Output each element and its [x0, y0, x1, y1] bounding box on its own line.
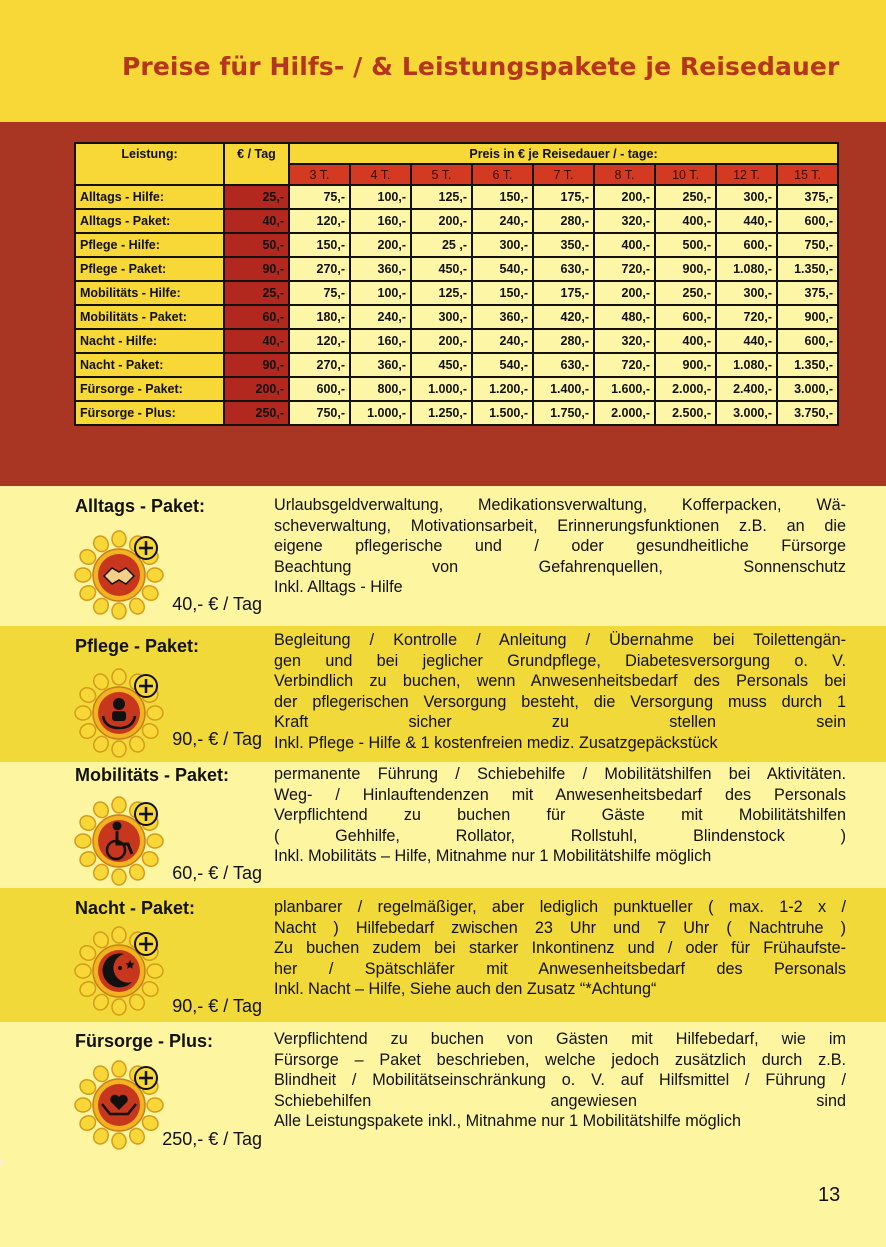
price-cell: 3.750,- — [777, 401, 838, 425]
price-cell: 400,- — [655, 329, 716, 353]
price-cell: 100,- — [350, 281, 411, 305]
price-cell: 400,- — [655, 209, 716, 233]
row-label: Mobilitäts - Hilfe: — [75, 281, 224, 305]
price-cell: 450,- — [411, 257, 472, 281]
description-line: Alle Leistungspakete inkl., Mitnahme nur 1 Mobilitätshilfe möglich — [274, 1112, 741, 1130]
description-line: Nacht ) Hilfebedarf zwischen 23 Uhr und 7 Uhr ( Nachtruhe ) — [274, 918, 846, 937]
description-line: Beachtung von Gefahrenquellen, Sonnenschutz — [274, 557, 846, 576]
price-cell: 720,- — [716, 305, 777, 329]
package-nacht — [0, 888, 886, 1022]
price-cell: 360,- — [350, 353, 411, 377]
price-cell: 280,- — [533, 209, 594, 233]
price-cell: 600,- — [655, 305, 716, 329]
price-cell: 720,- — [594, 353, 655, 377]
price-cell: 2.400,- — [716, 377, 777, 401]
handshake-icon — [72, 528, 166, 622]
price-cell: 750,- — [289, 401, 350, 425]
day-header: 4 T. — [350, 164, 411, 185]
price-cell: 320,- — [594, 329, 655, 353]
header-leistung: Leistung: — [75, 143, 224, 185]
price-cell: 600,- — [777, 209, 838, 233]
table-row — [75, 209, 838, 233]
price-cell: 1.500,- — [472, 401, 533, 425]
description-line: Fürsorge – Paket beschrieben, welche jedoch zusätzlich durch z.B. — [274, 1050, 846, 1069]
price-cell: 450,- — [411, 353, 472, 377]
header-preis: Preis in € je Reisedauer / - tage: — [289, 143, 838, 164]
row-per-day: 60,- — [224, 305, 289, 329]
package-description — [274, 495, 846, 598]
row-per-day: 40,- — [224, 329, 289, 353]
price-cell: 540,- — [472, 257, 533, 281]
description-line: her / Spätschläfer mit Anwesenheitsbedarf des Personals — [274, 959, 846, 978]
price-cell: 1.750,- — [533, 401, 594, 425]
package-price: 90,- € / Tag — [172, 729, 262, 749]
row-label: Alltags - Paket: — [75, 209, 224, 233]
price-cell: 200,- — [411, 209, 472, 233]
description-line: Urlaubsgeldverwaltung, Medikationsverwaltung, Kofferpacken, Wä- — [274, 496, 846, 514]
day-header: 7 T. — [533, 164, 594, 185]
price-cell: 480,- — [594, 305, 655, 329]
day-header: 12 T. — [716, 164, 777, 185]
row-label: Alltags - Hilfe: — [75, 185, 224, 209]
package-description — [274, 630, 846, 753]
day-header: 5 T. — [411, 164, 472, 185]
description-line: scheverwaltung, Motivationsarbeit, Erinnerungsfunktionen z.B. an die — [274, 516, 846, 535]
table-row — [75, 257, 838, 281]
package-price: 250,- € / Tag — [162, 1129, 262, 1149]
page-number: 13 — [818, 1184, 841, 1206]
table-row — [75, 185, 838, 209]
table-row — [75, 353, 838, 377]
row-label: Nacht - Hilfe: — [75, 329, 224, 353]
price-cell: 240,- — [350, 305, 411, 329]
price-cell: 400,- — [594, 233, 655, 257]
price-cell: 160,- — [350, 209, 411, 233]
row-label: Pflege - Hilfe: — [75, 233, 224, 257]
table-row — [75, 281, 838, 305]
package-description — [274, 1029, 846, 1132]
day-header: 15 T. — [777, 164, 838, 185]
price-cell: 1.000,- — [350, 401, 411, 425]
description-line: eigene pflegerische und / oder gesundheitliche Fürsorge — [274, 537, 846, 555]
price-cell: 1.250,- — [411, 401, 472, 425]
price-cell: 600,- — [289, 377, 350, 401]
page-title: Preise für Hilfs- / & Leistungspakete je Reisedauer — [122, 52, 840, 81]
price-cell: 540,- — [472, 353, 533, 377]
package-price: 60,- € / Tag — [172, 863, 262, 883]
price-cell: 175,- — [533, 281, 594, 305]
package-alltags — [0, 486, 886, 626]
price-cell: 900,- — [655, 353, 716, 377]
price-cell: 350,- — [533, 233, 594, 257]
price-cell: 25 ,- — [411, 233, 472, 257]
package-name: Fürsorge - Plus: — [75, 1031, 214, 1051]
price-cell: 1.000,- — [411, 377, 472, 401]
description-line: planbarer / regelmäßiger, aber lediglich punktueller ( max. 1-2 x / — [274, 898, 846, 916]
price-cell: 360,- — [472, 305, 533, 329]
description-line: ( Gehhilfe, Rollator, Rollstuhl, Blindenstock ) — [274, 826, 846, 845]
row-per-day: 90,- — [224, 257, 289, 281]
package-pflege — [0, 626, 886, 762]
price-cell: 500,- — [655, 233, 716, 257]
day-header: 6 T. — [472, 164, 533, 185]
price-cell: 630,- — [533, 353, 594, 377]
package-fuersorge-plus — [0, 1022, 886, 1160]
table-row — [75, 401, 838, 425]
description-line: Weg- / Hinlauftendenzen mit Anwesenheitsbedarf des Personals — [274, 785, 846, 804]
price-cell: 300,- — [411, 305, 472, 329]
price-cell: 375,- — [777, 281, 838, 305]
day-header: 3 T. — [289, 164, 350, 185]
price-cell: 1.080,- — [716, 353, 777, 377]
price-cell: 3.000,- — [777, 377, 838, 401]
description-line: Inkl. Pflege - Hilfe & 1 kostenfreien mediz. Zusatzgepäckstück — [274, 733, 718, 752]
price-cell: 160,- — [350, 329, 411, 353]
price-cell: 750,- — [777, 233, 838, 257]
price-cell: 75,- — [289, 185, 350, 209]
price-cell: 320,- — [594, 209, 655, 233]
row-label: Mobilitäts - Paket: — [75, 305, 224, 329]
price-cell: 240,- — [472, 329, 533, 353]
price-cell: 1.200,- — [472, 377, 533, 401]
table-row — [75, 377, 838, 401]
price-cell: 250,- — [655, 281, 716, 305]
price-cell: 120,- — [289, 209, 350, 233]
package-name: Pflege - Paket: — [75, 636, 200, 656]
table-row — [75, 329, 838, 353]
moon-stars-icon — [72, 924, 166, 1018]
price-cell: 120,- — [289, 329, 350, 353]
description-line: Verpflichtend zu buchen für Gäste mit Mobilitätshilfen — [274, 806, 846, 824]
price-cell: 150,- — [472, 281, 533, 305]
care-hands-icon — [72, 666, 166, 760]
price-cell: 2.500,- — [655, 401, 716, 425]
description-line: gen und bei jeglicher Grundpflege, Diabetesversorgung o. V. — [274, 651, 846, 670]
price-cell: 150,- — [472, 185, 533, 209]
day-header: 8 T. — [594, 164, 655, 185]
row-per-day: 25,- — [224, 281, 289, 305]
price-cell: 1.400,- — [533, 377, 594, 401]
table-row — [75, 305, 838, 329]
row-label: Pflege - Paket: — [75, 257, 224, 281]
price-cell: 440,- — [716, 329, 777, 353]
description-line: Inkl. Alltags - Hilfe — [274, 578, 403, 596]
heart-hands-icon — [72, 1058, 166, 1152]
row-per-day: 250,- — [224, 401, 289, 425]
description-line: Kraft sicher zu stellen sein — [274, 713, 846, 731]
price-cell: 270,- — [289, 353, 350, 377]
package-price: 40,- € / Tag — [172, 594, 262, 614]
description-line: der pflegerischen Versorgung besteht, die Versorgung muss durch 1 — [274, 692, 846, 711]
price-cell: 720,- — [594, 257, 655, 281]
row-per-day: 40,- — [224, 209, 289, 233]
price-table — [74, 142, 839, 426]
price-cell: 3.000,- — [716, 401, 777, 425]
description-line: Verbindlich zu buchen, wenn Anwesenheitsbedarf des Personals bei — [274, 672, 846, 690]
description-line: permanente Führung / Schiebehilfe / Mobilitätshilfen bei Aktivitäten. — [274, 765, 846, 783]
price-cell: 900,- — [655, 257, 716, 281]
package-name: Alltags - Paket: — [75, 496, 206, 516]
price-cell: 2.000,- — [655, 377, 716, 401]
description-line: Inkl. Mobilitäts – Hilfe, Mitnahme nur 1 Mobilitätshilfe möglich — [274, 847, 712, 865]
price-cell: 100,- — [350, 185, 411, 209]
price-cell: 440,- — [716, 209, 777, 233]
price-cell: 75,- — [289, 281, 350, 305]
header-eur-per-day: € / Tag — [224, 143, 289, 185]
price-cell: 200,- — [594, 185, 655, 209]
row-per-day: 90,- — [224, 353, 289, 377]
description-line: Schiebehilfen angewiesen sind — [274, 1091, 846, 1110]
price-cell: 180,- — [289, 305, 350, 329]
price-cell: 270,- — [289, 257, 350, 281]
package-name: Nacht - Paket: — [75, 898, 196, 918]
row-per-day: 50,- — [224, 233, 289, 257]
price-cell: 200,- — [411, 329, 472, 353]
description-line: Zu buchen zudem bei starker Inkontinenz und / oder für Frühaufste- — [274, 939, 846, 957]
wheelchair-icon — [72, 794, 166, 888]
row-per-day: 25,- — [224, 185, 289, 209]
price-cell: 125,- — [411, 185, 472, 209]
row-label: Fürsorge - Plus: — [75, 401, 224, 425]
price-cell: 250,- — [655, 185, 716, 209]
package-description — [274, 764, 846, 867]
price-cell: 300,- — [472, 233, 533, 257]
price-cell: 900,- — [777, 305, 838, 329]
package-price: 90,- € / Tag — [172, 996, 262, 1016]
price-cell: 600,- — [716, 233, 777, 257]
package-description — [274, 897, 846, 1000]
price-cell: 800,- — [350, 377, 411, 401]
description-line: Inkl. Nacht – Hilfe, Siehe auch den Zusatz “*Achtung“ — [274, 980, 657, 998]
price-cell: 280,- — [533, 329, 594, 353]
price-cell: 200,- — [594, 281, 655, 305]
description-line: Begleitung / Kontrolle / Anleitung / Übernahme bei Toilettengän- — [274, 631, 846, 649]
package-mobilitaets — [0, 762, 886, 888]
price-cell: 2.000,- — [594, 401, 655, 425]
header-band — [0, 0, 886, 122]
description-line: Verpflichtend zu buchen von Gästen mit Hilfebedarf, wie im — [274, 1030, 846, 1048]
table-row — [75, 233, 838, 257]
price-cell: 420,- — [533, 305, 594, 329]
price-cell: 630,- — [533, 257, 594, 281]
price-cell: 1.350,- — [777, 257, 838, 281]
package-name: Mobilitäts - Paket: — [75, 765, 230, 785]
price-cell: 150,- — [289, 233, 350, 257]
row-label: Fürsorge - Paket: — [75, 377, 224, 401]
price-cell: 200,- — [350, 233, 411, 257]
price-cell: 360,- — [350, 257, 411, 281]
row-per-day: 200,- — [224, 377, 289, 401]
price-cell: 1.350,- — [777, 353, 838, 377]
price-cell: 125,- — [411, 281, 472, 305]
price-cell: 1.600,- — [594, 377, 655, 401]
price-cell: 600,- — [777, 329, 838, 353]
row-label: Nacht - Paket: — [75, 353, 224, 377]
price-cell: 175,- — [533, 185, 594, 209]
price-cell: 1.080,- — [716, 257, 777, 281]
price-cell: 375,- — [777, 185, 838, 209]
table-header-row — [75, 143, 838, 164]
price-cell: 300,- — [716, 185, 777, 209]
description-line: Blindheit / Mobilitätseinschränkung o. V. auf Hilfsmittel / Führung / — [274, 1071, 846, 1089]
price-cell: 300,- — [716, 281, 777, 305]
price-cell: 240,- — [472, 209, 533, 233]
day-header: 10 T. — [655, 164, 716, 185]
